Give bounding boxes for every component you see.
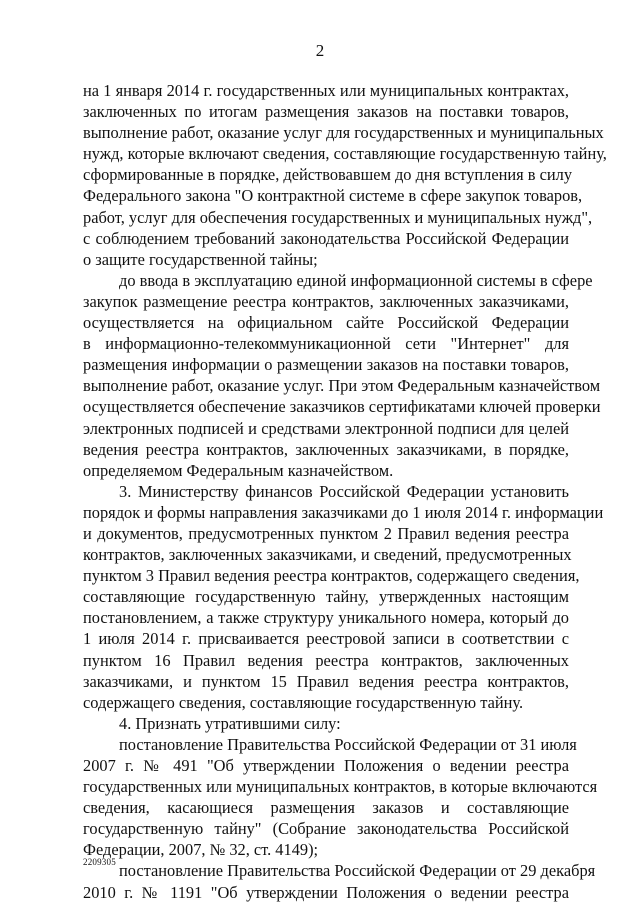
text-line: сформированные в порядке, действовавшем до дня вступления в силу <box>83 165 573 185</box>
text-line: на 1 января 2014 г. государственных или муниципальных контрактах, <box>83 81 569 100</box>
text-line: работ, услуг для обеспечения государственных и муниципальных нужд", <box>83 207 593 227</box>
text-line: контрактов, заключенных заказчиками, и сведений, предусмотренных <box>83 545 572 565</box>
text-line: постановление Правительства Российской Федерации от 31 июля <box>119 734 577 754</box>
text-line: ведения реестра контрактов, заключенных заказчиками, в порядке, <box>83 439 569 459</box>
text-line: порядок и формы направления заказчиками до 1 июля 2014 г. информации <box>83 502 604 522</box>
text-line: Федерации, 2007, № 32, ст. 4149); <box>83 840 319 860</box>
text-line: с соблюдением требований законодательства Российской Федерации <box>83 228 569 248</box>
text-line: 2010 г. № 1191 "Об утверждении Положения о ведении реестра <box>83 882 569 902</box>
text-line: осуществляется на официальном сайте Российской Федерации <box>83 313 569 333</box>
text-line: содержащего сведения, составляющие государственную тайну. <box>83 692 524 712</box>
text-line: пунктом 3 Правил ведения реестра контрактов, содержащего сведения, <box>83 566 580 586</box>
page-number: 2 <box>315 41 325 60</box>
document-id: 2209305 <box>83 857 116 867</box>
text-line: сведения, касающиеся размещения заказов и составляющие <box>83 798 569 818</box>
text-line: заключенных по итогам размещения заказов на поставки товаров, <box>83 102 569 122</box>
text-line: выполнение работ, оказание услуг для государственных и муниципальных <box>83 123 604 143</box>
text-line: размещения информации о размещении заказов на поставки товаров, <box>83 355 569 375</box>
text-line: государственных или муниципальных контрактов, в которые включаются <box>83 777 598 797</box>
text-line: пунктом 16 Правил ведения реестра контрактов, заключенных <box>83 650 569 670</box>
text-line: постановлением, а также структуру уникального номера, который до <box>83 608 569 628</box>
text-line: осуществляется обеспечение заказчиков сертификатами ключей проверки <box>83 397 601 417</box>
text-line: и документов, предусмотренных пунктом 2 Правил ведения реестра <box>83 523 569 543</box>
text-line: выполнение работ, оказание услуг. При этом Федеральным казначейством <box>83 376 601 396</box>
text-line: 1 июля 2014 г. присваивается реестровой записи в соответствии с <box>83 629 569 649</box>
text-line: Федерального закона "О контрактной системе в сфере закупок товаров, <box>83 186 583 206</box>
text-line: о защите государственной тайны; <box>83 249 318 269</box>
document-body <box>83 80 607 903</box>
text-line: постановление Правительства Российской Федерации от 29 декабря <box>119 861 596 881</box>
text-line: 3. Министерству финансов Российской Федерации установить <box>119 481 569 501</box>
text-line: определяемом Федеральным казначейством. <box>83 460 394 480</box>
text-line: электронных подписей и средствами электронной подписи для целей <box>83 418 569 438</box>
text-line: 4. Признать утратившими силу: <box>119 713 341 733</box>
text-line: закупок размещение реестра контрактов, заключенных заказчиками, <box>83 291 569 311</box>
text-line: в информационно-телекоммуникационной сети "Интернет" для <box>83 334 569 354</box>
text-line: заказчиками, и пунктом 15 Правил ведения реестра контрактов, <box>83 671 569 691</box>
text-line: государственную тайну" (Собрание законодательства Российской <box>83 819 569 839</box>
text-line: нужд, которые включают сведения, составляющие государственную тайну, <box>83 144 607 164</box>
text-line: составляющие государственную тайну, утвержденных настоящим <box>83 587 569 607</box>
text-line: до ввода в эксплуатацию единой информационной системы в сфере <box>119 270 593 290</box>
text-line: 2007 г. № 491 "Об утверждении Положения о ведении реестра <box>83 756 569 775</box>
